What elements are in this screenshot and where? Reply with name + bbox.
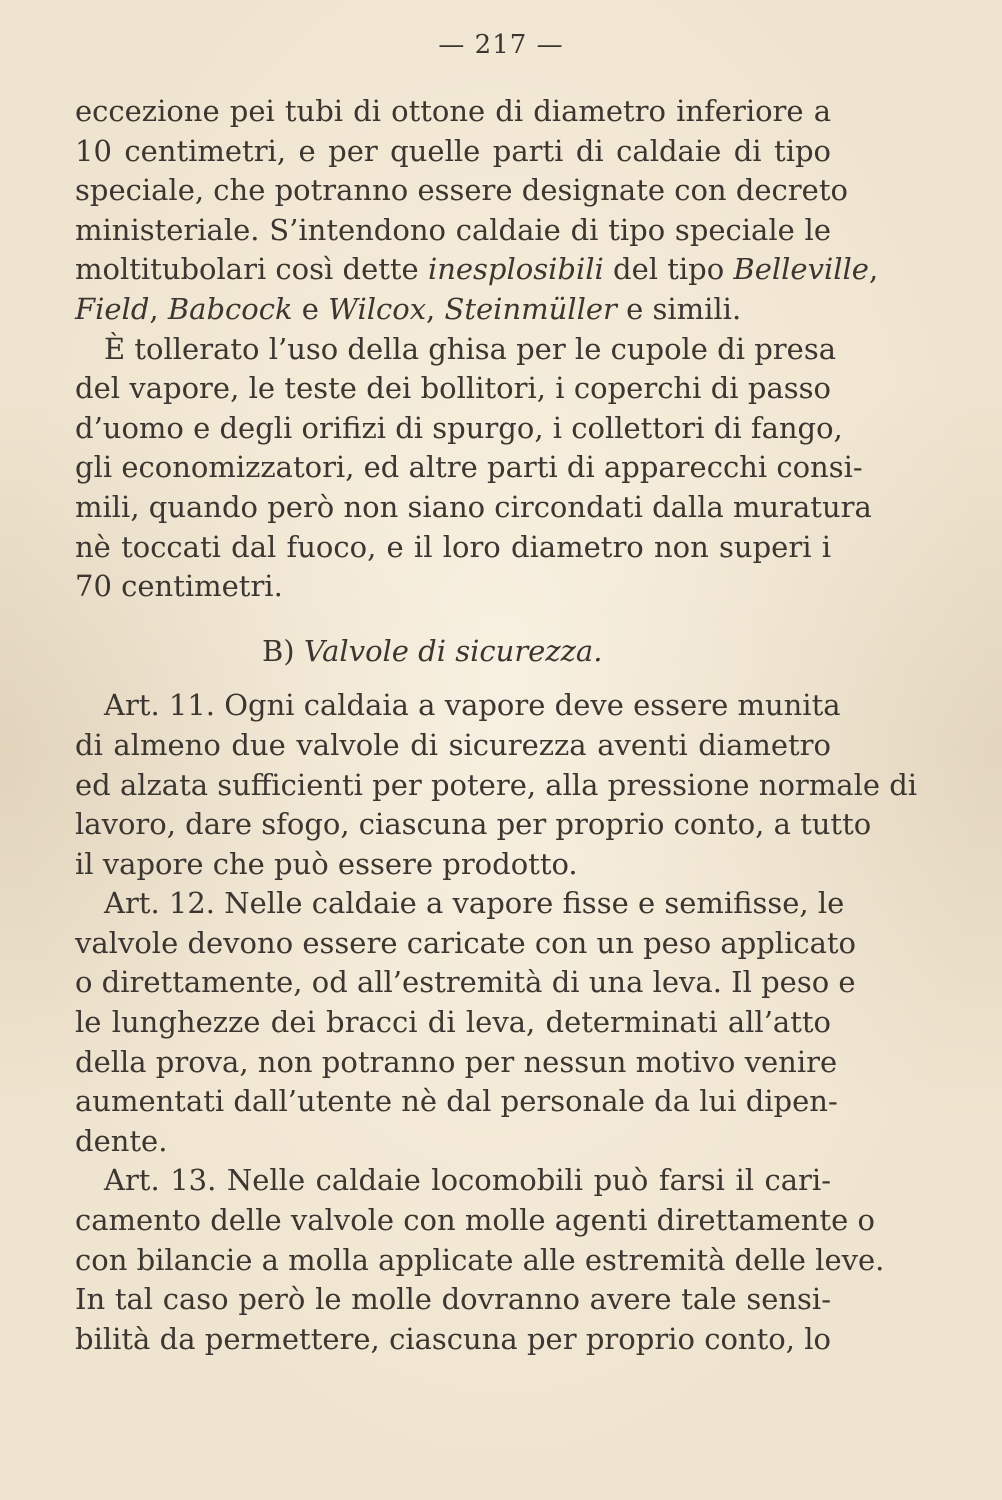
text-line: nè toccati dal fuoco, e il loro diametro non superi i: [75, 529, 831, 564]
text-line: È tollerato l’uso della ghisa per le cupole di presa: [104, 331, 836, 366]
text-segment: ,: [868, 252, 879, 287]
text-line: speciale, che potranno essere designate con decreto: [75, 173, 848, 208]
text-segment: ,: [149, 291, 168, 326]
italic-term: inesplosibili: [427, 252, 604, 287]
paragraph-continued: [75, 92, 879, 330]
text-line: Art. 12. Nelle caldaie a vapore fisse e semifisse, le: [104, 886, 845, 921]
text-line: dente.: [75, 1123, 168, 1158]
text-line: della prova, non potranno per nessun motivo venire: [75, 1044, 838, 1079]
text-line: [75, 250, 879, 290]
article-12: [75, 884, 857, 1161]
text-line: 10 centimetri, e per quelle parti di caldaie di tipo: [75, 133, 831, 168]
text-line: gli economizzatori, ed altre parti di apparecchi consi-: [75, 450, 863, 485]
text-line: aumentati dall’utente nè dal personale da lui dipen-: [75, 1084, 838, 1119]
text-line: mili, quando però non siano circondati dalla muratura: [75, 489, 872, 524]
text-segment: e simili.: [616, 291, 742, 326]
body-text: [75, 92, 918, 1359]
heading-title: Valvole di sicurezza.: [303, 633, 603, 668]
page-number: — 217 —: [438, 30, 564, 60]
heading-prefix: B): [262, 633, 304, 668]
article-11: [75, 686, 918, 884]
text-line: eccezione pei tubi di ottone di diametro inferiore a: [75, 94, 831, 128]
text-line: il vapore che può essere prodotto.: [75, 846, 578, 881]
text-line: 70 centimetri.: [75, 569, 283, 604]
text-segment: e: [292, 291, 329, 326]
text-line: [75, 290, 831, 330]
article-13: [75, 1161, 885, 1359]
text-segment: del tipo: [603, 252, 734, 287]
text-line: Art. 11. Ogni caldaia a vapore deve essere munita: [104, 688, 841, 723]
text-line: d’uomo e degli orifizi di spurgo, i collettori di fango,: [75, 410, 843, 445]
text-line: lavoro, dare sfogo, ciascuna per proprio conto, a tutto: [75, 807, 872, 842]
italic-term: Steinmüller: [444, 291, 617, 326]
italic-term: Field: [75, 291, 150, 326]
text-line: bilità da permettere, ciascuna per proprio conto, lo: [75, 1321, 831, 1356]
text-line: di almeno due valvole di sicurezza aventi diametro: [75, 727, 831, 762]
text-line: ministeriale. S’intendono caldaie di tipo speciale le: [75, 212, 831, 247]
text-line: con bilancie a molla applicate alle estremità delle leve.: [75, 1242, 885, 1277]
section-heading: [75, 632, 831, 672]
italic-term: Wilcox: [328, 291, 427, 326]
text-line: valvole devono essere caricate con un peso applicato: [75, 925, 857, 960]
text-line: ed alzata sufficienti per potere, alla pressione normale di: [75, 767, 918, 802]
text-line: In tal caso però le molle dovranno avere tale sensi-: [75, 1282, 831, 1317]
italic-term: Babcock: [167, 291, 293, 326]
italic-term: Belleville: [733, 252, 869, 287]
text-line: Art. 13. Nelle caldaie locomobili può farsi il cari-: [104, 1163, 831, 1198]
text-line: le lunghezze dei bracci di leva, determinati all’atto: [75, 1005, 831, 1040]
text-segment: ,: [426, 291, 445, 326]
text-line: del vapore, le teste dei bollitori, i coperchi di passo: [75, 371, 831, 406]
text-segment: moltitubolari così dette: [75, 252, 428, 287]
text-line: o direttamente, od all’estremità di una leva. Il peso e: [75, 965, 856, 1000]
text-line: camento delle valvole con molle agenti direttamente o: [75, 1203, 875, 1238]
paragraph-cast-iron: [75, 330, 872, 607]
